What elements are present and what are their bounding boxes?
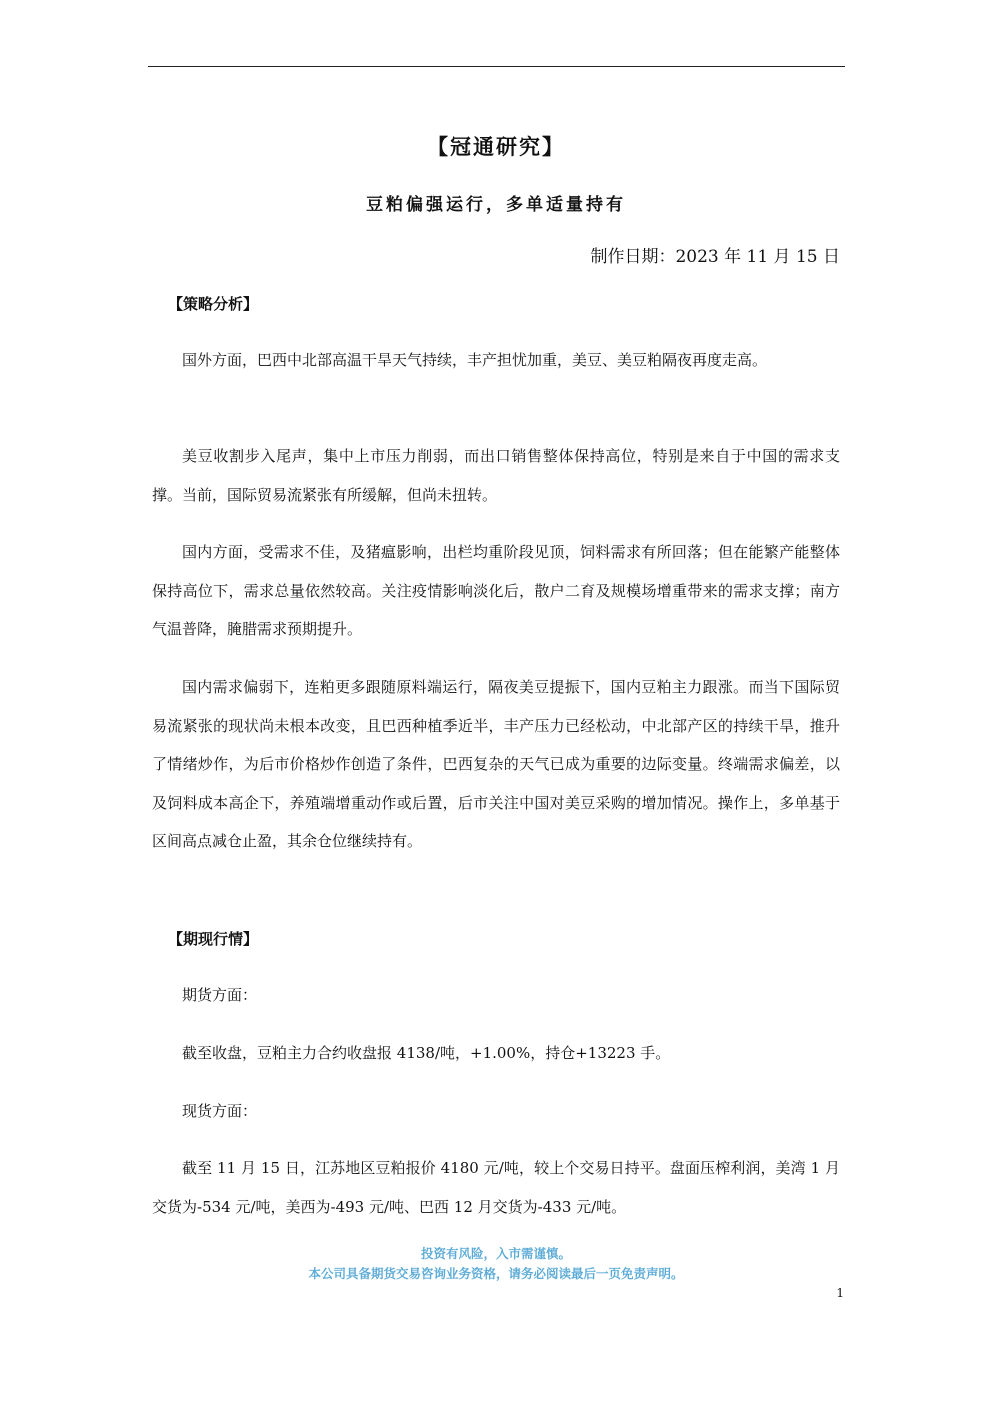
report-date: 制作日期：2023 年 11 月 15 日 (590, 247, 840, 267)
page-number: 1 (836, 1286, 844, 1300)
strategy-heading: 【策略分析】 (168, 295, 259, 313)
market-heading: 【期现行情】 (168, 930, 259, 948)
risk-warning: 投资有风险，入市需谨慎。 (420, 1246, 571, 1261)
strategy-paragraph: 国内方面，受需求不佳，及猪瘟影响，出栏均重阶段见顶，饲料需求有所回落；但在能繁产能整体保持高位下，需求总量依然较高。关注疫情影响淡化后，散户二育及规模场增重带来的需求支撑；南方气温普降，腌腊需求预期提升。 (152, 543, 840, 638)
header-rule (148, 66, 845, 67)
spot-label: 现货方面： (182, 1102, 258, 1120)
strategy-paragraph: 美豆收割步入尾声，集中上市压力削弱，而出口销售整体保持高位，特别是来自于中国的需求支撑。当前，国际贸易流紧张有所缓解，但尚未扭转。 (152, 447, 840, 504)
strategy-paragraph: 国内需求偏弱下，连粕更多跟随原料端运行，隔夜美豆提振下，国内豆粕主力跟涨。而当下国际贸易流紧张的现状尚未根本改变，且巴西种植季近半，丰产压力已经松动，中北部产区的持续干旱，推升了情绪炒作，为后市价格炒作创造了条件，巴西复杂的天气已成为重要的边际变量。终端需求偏差，以及饲料成本高企下，养殖端增重动作或后置，后市关注中国对美豆采购的增加情况。操作上，多单基于区间高点减仓止盈，其余仓位继续持有。 (152, 678, 840, 850)
disclaimer-note: 本公司具备期货交易咨询业务资格，请务必阅读最后一页免责声明。 (308, 1266, 684, 1281)
futures-label: 期货方面： (182, 986, 258, 1004)
futures-text: 截至收盘，豆粕主力合约收盘报 4138/吨，+1.00%，持仓+13223 手。 (182, 1044, 671, 1062)
report-brand: 【冠通研究】 (427, 134, 565, 159)
report-title: 豆粕偏强运行，多单适量持有 (366, 195, 626, 215)
spot-text: 截至 11 月 15 日，江苏地区豆粕报价 4180 元/吨，较上个交易日持平。盘面压榨利润，美湾 1 月交货为-534 元/吨，美西为-493 元/吨、巴西 12 月交货为-433 元/吨。 (152, 1159, 840, 1216)
strategy-paragraph: 国外方面，巴西中北部高温干旱天气持续，丰产担忧加重，美豆、美豆粕隔夜再度走高。 (182, 351, 768, 369)
